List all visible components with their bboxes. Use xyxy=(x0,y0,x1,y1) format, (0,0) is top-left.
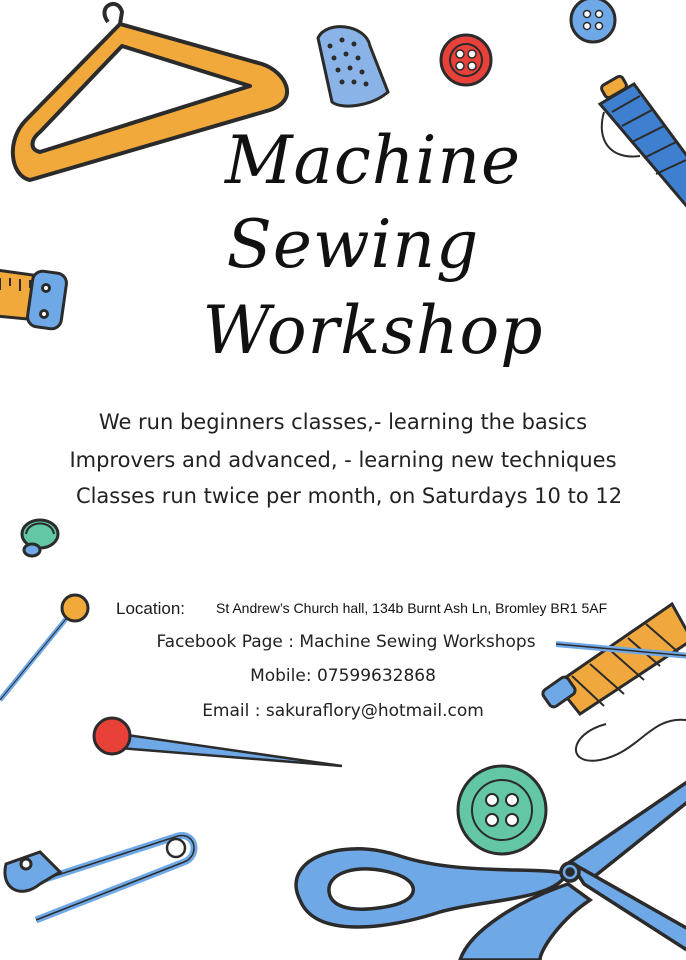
mobile-number: Mobile: 07599632868 xyxy=(250,666,436,686)
safety-pin-icon xyxy=(5,836,194,920)
location-value: St Andrew’s Church hall, 134b Burnt Ash Ln, Bromley BR1 5AF xyxy=(216,600,608,616)
location-label: Location: xyxy=(116,599,185,618)
description-line-2: Improvers and advanced, - learning new techniques xyxy=(69,448,617,472)
email-address: Email : sakuraflory@hotmail.com xyxy=(202,701,484,721)
pin-icon xyxy=(94,718,342,766)
button-icon xyxy=(441,35,491,85)
facebook-page: Facebook Page : Machine Sewing Workshops xyxy=(156,632,536,652)
title-line-2: Sewing xyxy=(226,206,480,283)
title-line-3: Workshop xyxy=(202,292,544,369)
thimble-icon xyxy=(318,27,388,106)
title-line-1: Machine xyxy=(224,122,522,199)
button-icon xyxy=(571,0,615,42)
description-line-1: We run beginners classes,- learning the basics xyxy=(98,410,588,434)
description-line-3: Classes run twice per month, on Saturdays 10 to 12 xyxy=(75,484,623,508)
button-icon xyxy=(458,766,546,854)
button-icon xyxy=(22,520,58,556)
